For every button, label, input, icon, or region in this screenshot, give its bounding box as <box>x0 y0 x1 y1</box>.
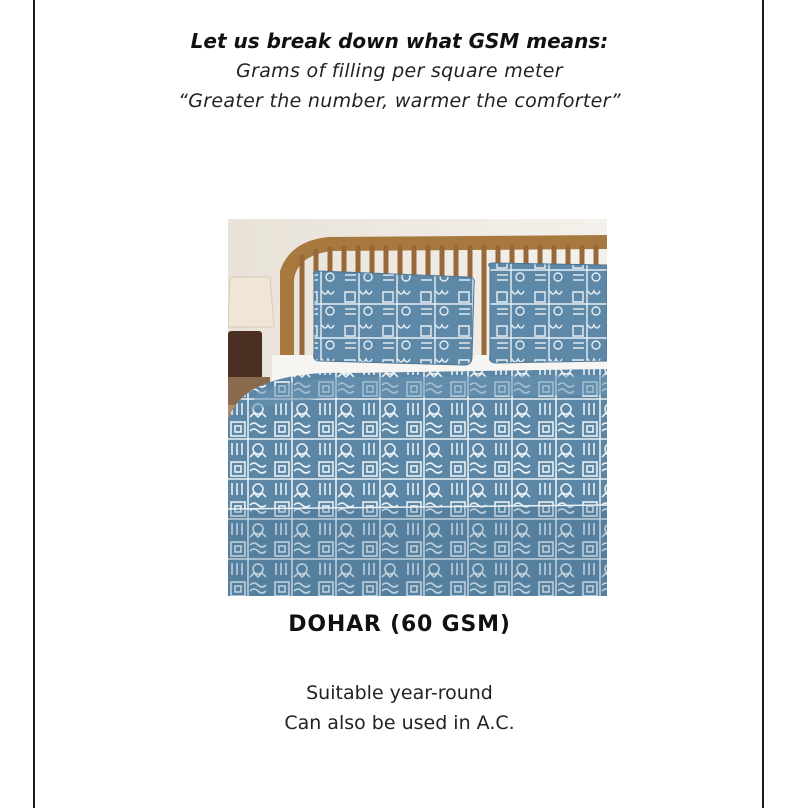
product-photo <box>228 219 607 596</box>
product-description <box>0 678 799 738</box>
description-line-1: Suitable year-round <box>306 682 493 704</box>
gsm-intro <box>0 26 799 116</box>
description-line-2: Can also be used in A.C. <box>284 712 515 734</box>
gsm-headline: Let us break down what GSM means: <box>190 29 609 53</box>
gsm-definition: Grams of filling per square meter <box>236 60 563 82</box>
bed-with-blue-printed-dohar-icon <box>228 219 607 596</box>
product-name: DOHAR (60 GSM) <box>288 612 511 637</box>
gsm-quote: “Greater the number, warmer the comforter” <box>178 90 621 112</box>
